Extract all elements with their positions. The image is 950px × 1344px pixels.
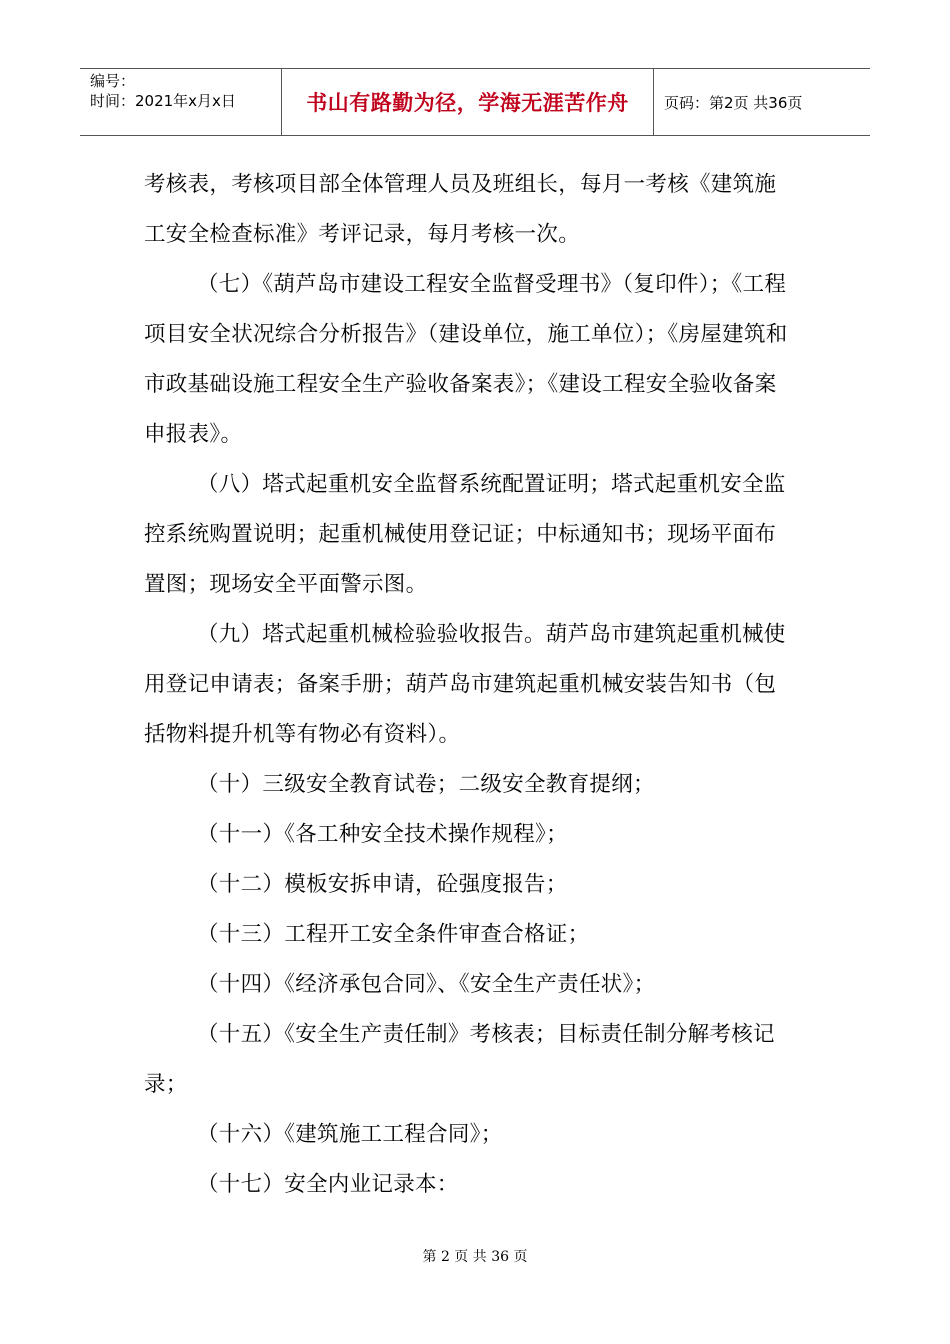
header-motto: 书山有路勤为径，学海无涯苦作舟 — [306, 91, 629, 115]
paragraph: （十七）安全内业记录本： — [197, 1172, 459, 1197]
page-footer — [0, 1246, 950, 1266]
header-page-info-cell — [654, 69, 870, 135]
paragraph: （十一）《各工种安全技术操作规程》； — [197, 822, 568, 847]
paragraph: （十六）《建筑施工工程合同》； — [197, 1122, 503, 1147]
document-number-label: 编号： — [90, 72, 136, 90]
paragraph: （十五）《安全生产责任制》考核表；目标责任制分解考核记录； — [144, 1022, 775, 1097]
paragraph: （十三）工程开工安全条件审查合格证； — [197, 922, 590, 947]
paragraph: （十）三级安全教育试卷；二级安全教育提纲； — [197, 772, 655, 797]
header-page-info: 页码：第2页 共36页 — [664, 93, 803, 112]
paragraph: （七）《葫芦岛市建设工程安全监督受理书》（复印件）；《工程项目安全状况综合分析报告》（建设单位，施工单位）；《房屋建筑和市政基础设施工程安全生产验收备案表》；《建设工程安全验收备案申报表》。 — [144, 272, 788, 447]
paragraph: 考核表，考核项目部全体管理人员及班组长，每月一考核《建筑施工安全检查标准》考评记录，每月考核一次。 — [144, 172, 777, 247]
page-header — [80, 68, 870, 136]
paragraph: （八）塔式起重机安全监督系统配置证明；塔式起重机安全监控系统购置说明；起重机械使用登记证；中标通知书；现场平面布置图；现场安全平面警示图。 — [144, 472, 786, 597]
paragraph: （十四）《经济承包合同》、《安全生产责任状》； — [197, 972, 656, 997]
document-date-label: 时间：2021年x月x日 — [90, 92, 236, 110]
header-motto-cell — [282, 69, 654, 135]
paragraph: （十二）模板安拆申请，砼强度报告； — [197, 872, 568, 897]
document-body — [144, 160, 796, 1210]
header-meta — [80, 69, 282, 135]
paragraph: （九）塔式起重机械检验验收报告。葫芦岛市建筑起重机械使用登记申请表；备案手册；葫芦岛市建筑起重机械安装告知书（包括物料提升机等有物必有资料）。 — [144, 622, 786, 747]
footer-page-number: 第 2 页 共 36 页 — [422, 1249, 528, 1265]
